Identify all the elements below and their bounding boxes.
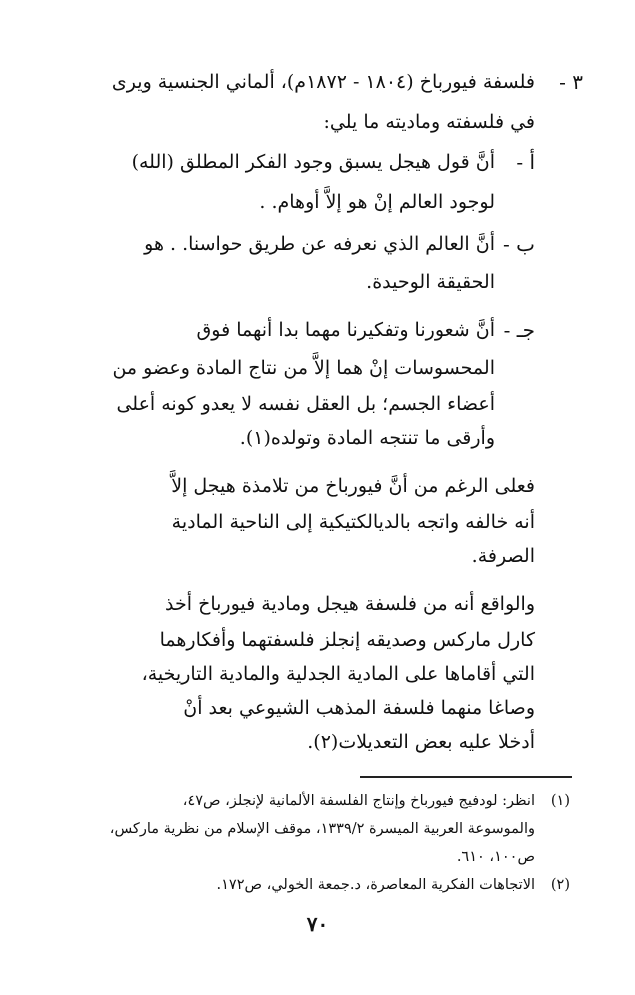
text-line: أنَّ شعورنا وتفكيرنا مهما بدا أنهما فوق xyxy=(196,319,495,341)
page-number: ٧٠ xyxy=(306,912,329,936)
text-line: الحقيقة الوحيدة. xyxy=(366,271,495,293)
text-line: فلسفة فيورباخ (١٨٠٤ - ١٨٧٢م)، ألماني الجنسية ويرى xyxy=(111,71,535,93)
text-line: أعضاء الجسم؛ بل العقل نفسه لا يعدو كونه أعلى xyxy=(116,393,495,415)
item-number: ٣ - xyxy=(559,70,583,94)
footnote-line: انظر: لودفيج فيورباخ وإنتاج الفلسفة الألمانية لإنجلز، ص٤٧، xyxy=(182,793,535,809)
footnote-divider xyxy=(360,776,572,778)
footnote-line: الاتجاهات الفكرية المعاصرة، د.جمعة الخولي، ص١٧٢. xyxy=(216,877,535,893)
footnote-line: والموسوعة العربية الميسرة ١٣٣٩/٢، موقف الإسلام من نظرية ماركس، xyxy=(109,821,535,837)
footnote-marker: (١) xyxy=(550,793,570,809)
sub-item-marker: ب - xyxy=(503,232,535,256)
text-line: أدخلا عليه بعض التعديلات(٢). xyxy=(307,731,535,753)
text-line: المحسوسات إنْ هما إلاَّ من نتاج المادة وعضو من xyxy=(112,357,495,379)
text-line: أنه خالفه واتجه بالديالكتيكية إلى الناحية المادية xyxy=(171,511,535,533)
text-line: التي أقاماها على المادية الجدلية والمادية التاريخية، xyxy=(141,663,535,685)
sub-item-marker: أ - xyxy=(516,150,535,174)
text-line: الصرفة. xyxy=(471,545,535,567)
text-line: وأرقى ما تنتجه المادة وتولده(١). xyxy=(239,427,495,449)
footnote-line: ص١٠٠، ٦١٠. xyxy=(456,849,535,865)
text-line: في فلسفته وماديته ما يلي: xyxy=(323,111,535,133)
text-line: فعلى الرغم من أنَّ فيورباخ من تلامذة هيجل إلاَّ xyxy=(171,475,535,497)
text-line: أنَّ العالم الذي نعرفه عن طريق حواسنا. . هو xyxy=(144,233,495,255)
text-line: لوجود العالم إنْ هو إلاَّ أوهام. . xyxy=(259,191,495,213)
footnote-marker: (٢) xyxy=(550,877,570,893)
text-line: وصاغا منهما فلسفة المذهب الشيوعي بعد أنْ xyxy=(183,697,535,719)
sub-item-marker: جـ - xyxy=(503,318,535,342)
text-line: والواقع أنه من فلسفة هيجل ومادية فيورباخ أخذ xyxy=(165,593,535,615)
text-line: أنَّ قول هيجل يسبق وجود الفكر المطلق (الله) xyxy=(131,151,495,173)
text-line: كارل ماركس وصديقه إنجلز فلسفتهما وأفكارهما xyxy=(159,629,535,651)
